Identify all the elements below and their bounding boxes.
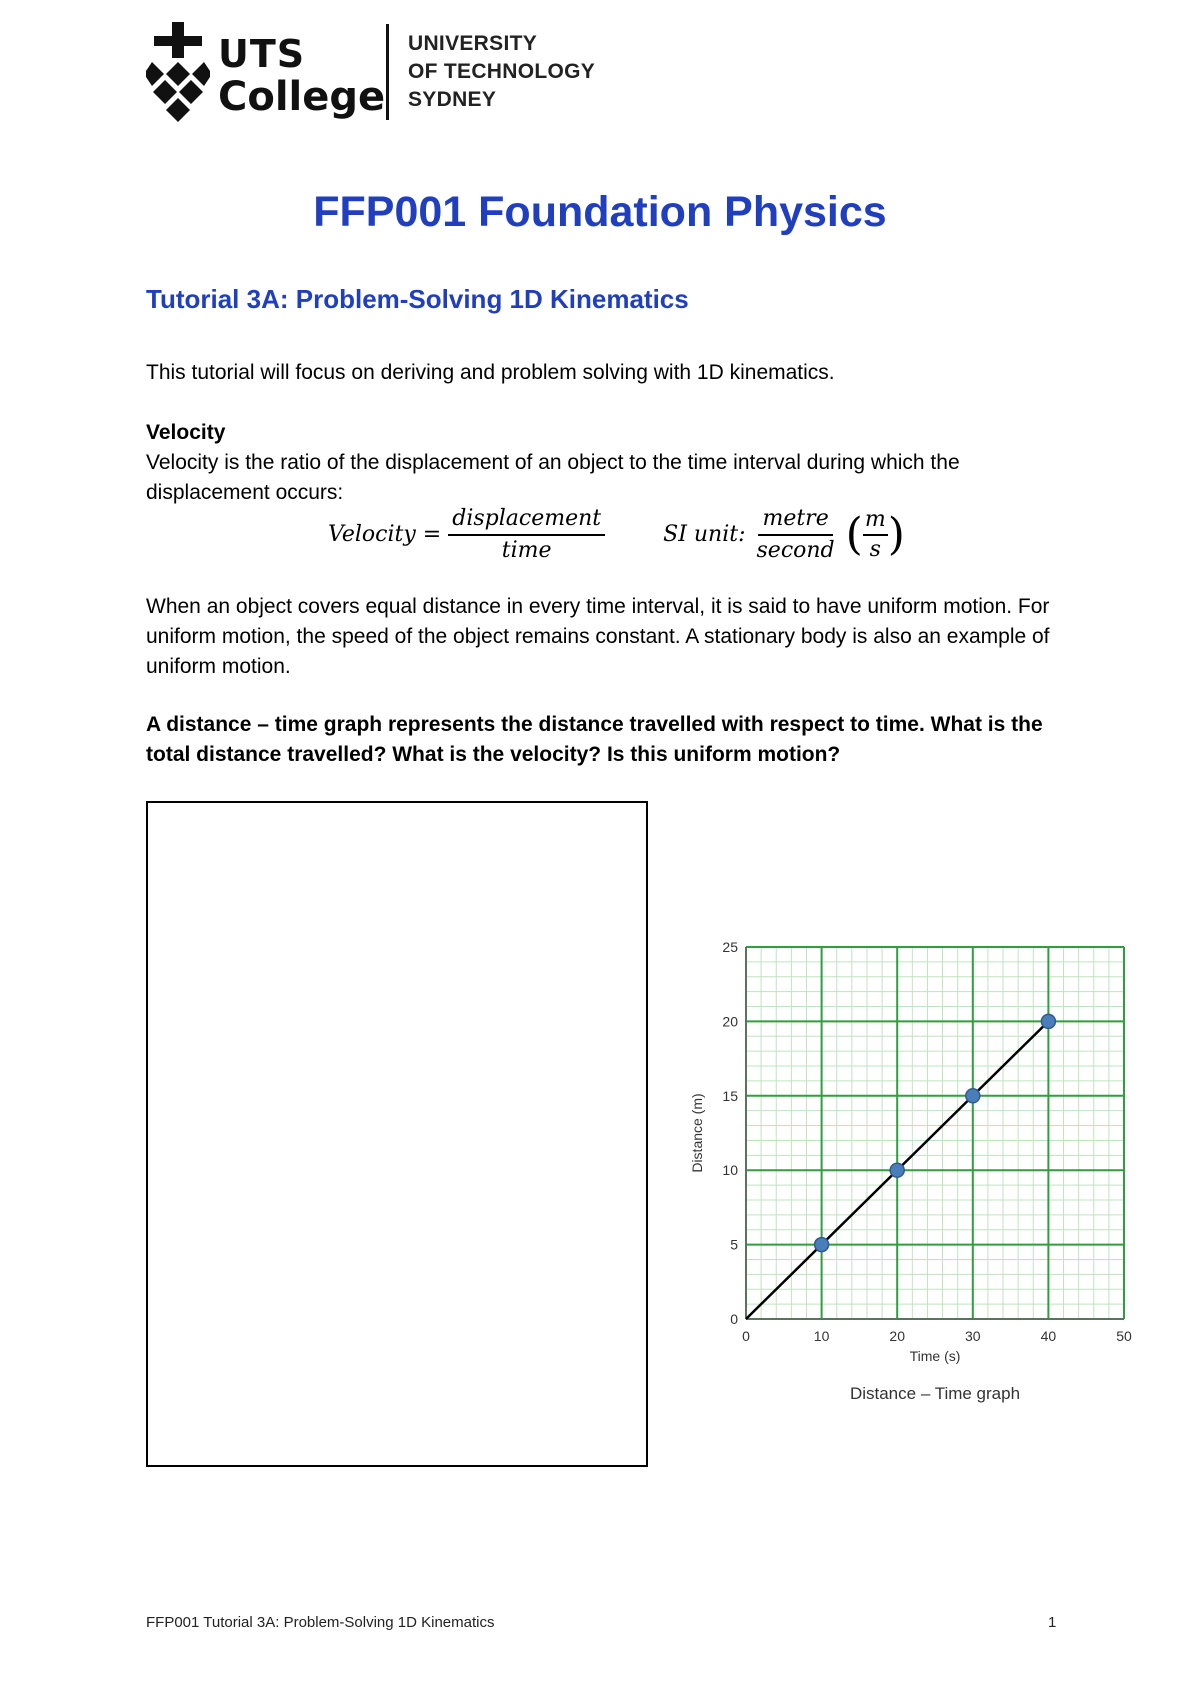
- logo-uts-text: UTS: [218, 32, 306, 76]
- answer-box[interactable]: [146, 801, 648, 1467]
- unit-close-paren: ): [887, 509, 905, 560]
- velocity-formula: [328, 506, 905, 564]
- x-axis-label: Time (s): [909, 1348, 961, 1364]
- data-point: [1041, 1014, 1055, 1028]
- formula-numerator: displacement: [448, 506, 605, 536]
- logo-university-line-1: UNIVERSITY: [408, 32, 538, 55]
- graph-question: A distance – time graph represents the distance travelled with respect to time. What is the total distance travelled? What is the velocity? Is this uniform motion?: [146, 713, 1043, 766]
- si-unit-fraction: [753, 506, 839, 564]
- uts-college-emblem-icon: [146, 22, 210, 124]
- x-tick-label: 40: [1040, 1328, 1057, 1344]
- uniform-motion-paragraph: When an object covers equal distance in every time interval, it is said to have uniform motion. For uniform motion, the speed of the object remains constant. A stationary body is also an example of uniform motion.: [146, 595, 1050, 678]
- uts-college-logo: [146, 22, 616, 124]
- unit-fraction: [863, 507, 888, 563]
- unit-open-paren: (: [845, 509, 863, 560]
- x-tick-label: 30: [965, 1328, 981, 1344]
- chart-title: Distance – Time graph: [849, 1384, 1021, 1403]
- y-tick-label: 10: [722, 1162, 738, 1179]
- formula-fraction: [448, 506, 605, 564]
- data-point: [815, 1238, 829, 1252]
- y-axis-label: Distance (m): [689, 1093, 705, 1173]
- formula-denominator: time: [501, 538, 552, 563]
- unit-denominator: s: [869, 537, 881, 562]
- logo-divider: [386, 24, 389, 120]
- y-tick-label: 20: [722, 1013, 738, 1030]
- y-tick-label: 15: [722, 1087, 738, 1104]
- x-tick-label: 10: [813, 1328, 830, 1344]
- logo-university-line-3: SYDNEY: [408, 88, 497, 111]
- x-tick-label: 0: [742, 1328, 750, 1344]
- si-unit-denominator: second: [756, 538, 835, 563]
- y-tick-label: 0: [730, 1311, 738, 1327]
- footer-title: FFP001 Tutorial 3A: Problem-Solving 1D Kinematics: [146, 1614, 495, 1631]
- y-tick-label: 25: [722, 939, 738, 955]
- si-unit-numerator: metre: [758, 506, 832, 536]
- x-tick-label: 50: [1116, 1328, 1132, 1344]
- x-tick-label: 20: [889, 1328, 905, 1344]
- tutorial-subtitle: Tutorial 3A: Problem-Solving 1D Kinematics: [146, 284, 689, 314]
- logo-university-line-2: OF TECHNOLOGY: [408, 60, 596, 83]
- velocity-definition: Velocity is the ratio of the displacement of an object to the time interval during which the displacement occurs:: [146, 451, 960, 504]
- data-point: [966, 1089, 980, 1103]
- data-point: [890, 1163, 904, 1177]
- si-unit-label: SI unit:: [663, 522, 746, 547]
- y-tick-label: 5: [730, 1236, 738, 1253]
- page-number: 1: [1048, 1614, 1057, 1631]
- velocity-heading: Velocity: [146, 421, 226, 444]
- formula-lhs: Velocity =: [328, 522, 442, 547]
- logo-college-text: College: [218, 74, 386, 120]
- document-title: FFP001 Foundation Physics: [313, 188, 887, 236]
- unit-numerator: m: [863, 507, 888, 536]
- distance-time-chart: [670, 930, 1140, 1410]
- intro-paragraph: This tutorial will focus on deriving and problem solving with 1D kinematics.: [146, 361, 835, 384]
